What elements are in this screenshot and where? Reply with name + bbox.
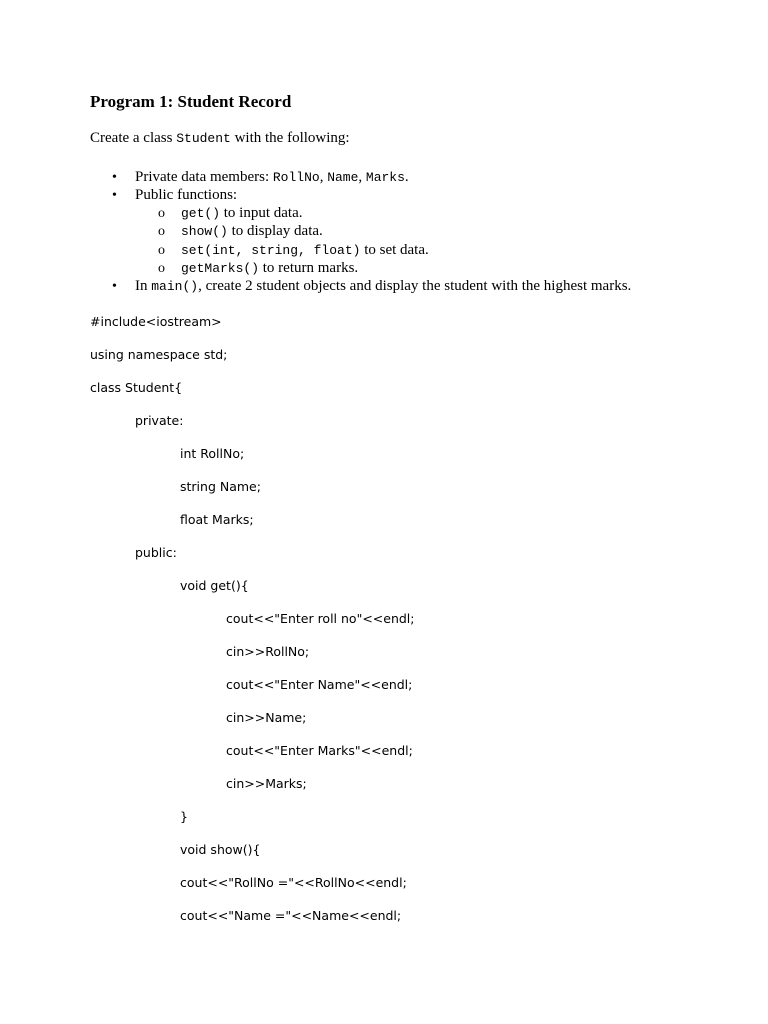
sub-bullet-symbol: o bbox=[158, 206, 165, 221]
code-line: } bbox=[180, 809, 188, 824]
code-show: show() bbox=[181, 224, 228, 239]
list-item-text: In bbox=[135, 278, 152, 294]
code-line: string Name; bbox=[180, 479, 261, 494]
sub-bullet-symbol: o bbox=[158, 243, 165, 258]
list-item-text: Private data members: bbox=[135, 169, 273, 185]
code-line: cin>>Marks; bbox=[226, 776, 307, 791]
intro-prefix: Create a class bbox=[90, 130, 177, 146]
code-line: cin>>RollNo; bbox=[226, 644, 310, 659]
list-item-public-functions: Public functions: bbox=[135, 187, 238, 203]
code-line: public: bbox=[135, 545, 177, 560]
list-item-suffix: . bbox=[404, 169, 409, 185]
list-item-main bbox=[135, 277, 631, 296]
sub-list-item bbox=[181, 204, 303, 223]
code-set: set(int, string, float) bbox=[181, 243, 361, 258]
code-line: cout<<"Enter Name"<<endl; bbox=[226, 677, 413, 692]
sub-list-item-text: to set data. bbox=[360, 242, 429, 258]
intro-code: Student bbox=[176, 131, 231, 146]
sub-list-item bbox=[181, 241, 429, 260]
sub-list-item-text: to return marks. bbox=[259, 260, 359, 276]
code-line: void show(){ bbox=[180, 842, 261, 857]
code-name: Name bbox=[327, 170, 359, 185]
code-line: cout<<"Enter roll no"<<endl; bbox=[226, 611, 415, 626]
bullet-symbol: • bbox=[112, 170, 117, 185]
code-marks: Marks bbox=[365, 170, 405, 185]
list-item-private-members bbox=[135, 168, 409, 187]
code-line: void get(){ bbox=[180, 578, 249, 593]
code-rollno: RollNo bbox=[272, 170, 320, 185]
code-get: get() bbox=[181, 206, 221, 221]
separator: , bbox=[358, 169, 366, 185]
code-line: cout<<"RollNo ="<<RollNo<<endl; bbox=[180, 875, 407, 890]
code-line: #include<iostream> bbox=[90, 314, 222, 329]
intro-suffix: with the following: bbox=[230, 130, 350, 146]
sub-bullet-symbol: o bbox=[158, 261, 165, 276]
sub-list-item bbox=[181, 222, 323, 241]
code-line: private: bbox=[135, 413, 184, 428]
list-item-suffix: , create 2 student objects and display the student with the highest marks. bbox=[198, 278, 632, 294]
page-title: Program 1: Student Record bbox=[90, 92, 292, 111]
code-line: float Marks; bbox=[180, 512, 254, 527]
intro-paragraph bbox=[90, 130, 350, 147]
code-line: cout<<"Enter Marks"<<endl; bbox=[226, 743, 413, 758]
sub-list-item-text: to input data. bbox=[220, 205, 303, 221]
code-main: main() bbox=[151, 279, 199, 294]
code-line: int RollNo; bbox=[180, 446, 245, 461]
sub-bullet-symbol: o bbox=[158, 224, 165, 239]
code-getmarks: getMarks() bbox=[181, 261, 260, 276]
code-line: using namespace std; bbox=[90, 347, 228, 362]
code-line: class Student{ bbox=[90, 380, 183, 395]
bullet-symbol: • bbox=[112, 188, 117, 203]
code-line: cin>>Name; bbox=[226, 710, 307, 725]
bullet-symbol: • bbox=[112, 279, 117, 294]
separator: , bbox=[319, 169, 328, 185]
sub-list-item bbox=[181, 259, 358, 278]
code-line: cout<<"Name ="<<Name<<endl; bbox=[180, 908, 402, 923]
sub-list-item-text: to display data. bbox=[227, 223, 323, 239]
